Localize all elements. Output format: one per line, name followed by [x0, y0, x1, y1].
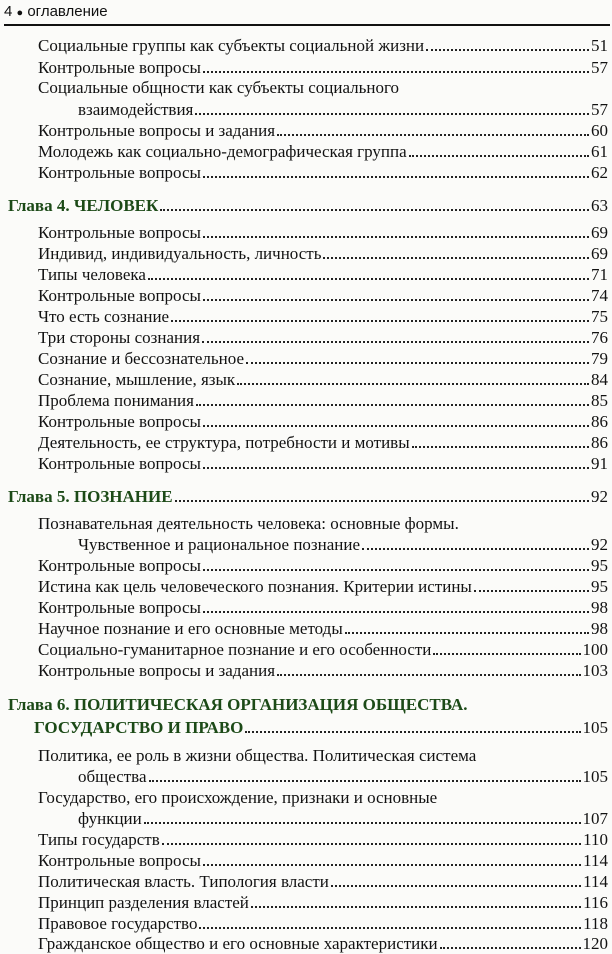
page-ref: 105 — [582, 718, 608, 737]
leader-dots — [203, 864, 581, 866]
entry-title: Сознание и бессознательное — [38, 349, 245, 368]
entry-title: Контрольные вопросы и задания — [38, 661, 276, 680]
entry-title: Правовое государство — [38, 914, 198, 933]
page-ref: 75 — [591, 307, 608, 326]
entry-title: Политическая власть. Типология власти — [38, 872, 329, 891]
entry-title: взаимодействия — [78, 100, 194, 119]
leader-dots — [277, 674, 580, 676]
leader-dots — [251, 906, 581, 908]
entry-title: Контрольные вопросы — [38, 163, 201, 182]
leader-dots — [203, 236, 589, 238]
entry-title: Политика, ее роль в жизни общества. Политическая система — [38, 746, 477, 765]
leader-dots — [409, 155, 589, 157]
running-header — [4, 2, 610, 26]
entry-title: Контрольные вопросы — [38, 598, 201, 617]
leader-dots — [345, 632, 589, 634]
entry-title: Проблема понимания — [38, 391, 194, 410]
leader-dots — [202, 341, 589, 343]
entry-title: Научное познание и его основные методы — [38, 619, 343, 638]
entry-title: Истина как цель человеческого познания. Критерии истины — [38, 577, 472, 596]
entry-title: Принцип разделения властей — [38, 893, 249, 912]
page-ref: 51 — [591, 36, 608, 55]
page-ref: 95 — [591, 556, 608, 575]
page-ref: 74 — [591, 286, 608, 305]
leader-dots — [433, 653, 580, 655]
chapter-title: Глава 5. ПОЗНАНИЕ — [8, 487, 173, 506]
page-ref: 69 — [591, 223, 608, 242]
entry-title: Контрольные вопросы — [38, 58, 201, 77]
entry-title: Контрольные вопросы и задания — [38, 121, 276, 140]
leader-dots — [203, 611, 589, 613]
page-ref: 107 — [582, 809, 608, 828]
entry-title: Деятельность, ее структура, потребности и мотивы — [38, 433, 410, 452]
leader-dots — [323, 257, 589, 259]
leader-dots — [144, 822, 581, 824]
page-ref: 92 — [591, 487, 608, 506]
leader-dots — [203, 425, 589, 427]
page-ref: 60 — [591, 121, 608, 140]
page-number: 4 — [4, 3, 13, 20]
leader-dots — [148, 278, 589, 280]
page-ref: 92 — [591, 535, 608, 554]
page-ref: 76 — [591, 328, 608, 347]
leader-dots — [203, 467, 589, 469]
leader-dots — [277, 134, 589, 136]
running-title: оглавление — [27, 3, 108, 20]
leader-dots — [199, 927, 581, 929]
entry-title: Индивид, индивидуальность, личность — [38, 244, 322, 263]
leader-dots — [162, 843, 581, 845]
chapter-title: Глава 4. ЧЕЛОВЕК — [8, 196, 159, 215]
page-ref: 114 — [583, 851, 608, 870]
entry-title: Что есть сознание — [38, 307, 170, 326]
page-ref: 118 — [583, 914, 608, 933]
leader-dots — [203, 71, 589, 73]
leader-dots — [149, 780, 581, 782]
page-ref: 86 — [591, 433, 608, 452]
leader-dots — [203, 176, 589, 178]
leader-dots — [362, 548, 589, 550]
page-ref: 86 — [591, 412, 608, 431]
entry-title: Социально-гуманитарное познание и его особенности — [38, 640, 432, 659]
page-ref: 114 — [583, 872, 608, 891]
entry-title: Типы государств — [38, 830, 160, 849]
page-ref: 105 — [582, 767, 608, 786]
entry-title: Контрольные вопросы — [38, 851, 201, 870]
leader-dots — [203, 569, 589, 571]
chapter-title: ГОСУДАРСТВО И ПРАВО — [34, 718, 244, 737]
leader-dots — [412, 446, 589, 448]
entry-title: общества — [78, 767, 147, 786]
leader-dots — [331, 885, 581, 887]
page-ref: 98 — [591, 619, 608, 638]
leader-dots — [440, 947, 581, 949]
entry-title: Молодежь как социально-демографическая группа — [38, 142, 407, 161]
entry-title: Контрольные вопросы — [38, 412, 201, 431]
leader-dots — [245, 731, 580, 733]
chapter-title: Глава 6. ПОЛИТИЧЕСКАЯ ОРГАНИЗАЦИЯ ОБЩЕСТВА. — [8, 695, 468, 714]
page-ref: 98 — [591, 598, 608, 617]
entry-title: Социальные общности как субъекты социального — [38, 78, 400, 97]
leader-dots — [195, 113, 589, 115]
entry-title: Сознание, мышление, язык — [38, 370, 236, 389]
page-ref: 100 — [582, 640, 608, 659]
page-ref: 57 — [591, 100, 608, 119]
leader-dots — [171, 320, 589, 322]
page-ref: 84 — [591, 370, 608, 389]
page-ref: 85 — [591, 391, 608, 410]
page-ref: 62 — [591, 163, 608, 182]
leader-dots — [175, 500, 589, 502]
entry-title: Государство, его происхождение, признаки и основные — [38, 788, 438, 807]
leader-dots — [203, 299, 589, 301]
page-ref: 57 — [591, 58, 608, 77]
page-ref: 103 — [582, 661, 608, 680]
page-ref: 116 — [583, 893, 608, 912]
entry-title: Социальные группы как субъекты социальной жизни — [38, 36, 425, 55]
entry-title: функции — [78, 809, 142, 828]
bullet-icon: ● — [16, 7, 24, 19]
entry-title: Три стороны сознания — [38, 328, 201, 347]
leader-dots — [426, 49, 589, 51]
page-ref: 69 — [591, 244, 608, 263]
entry-title: Чувственное и рациональное познание — [78, 535, 361, 554]
leader-dots — [237, 383, 589, 385]
entry-title: Контрольные вопросы — [38, 556, 201, 575]
page-ref: 61 — [591, 142, 608, 161]
entry-title: Контрольные вопросы — [38, 286, 201, 305]
entry-title: Контрольные вопросы — [38, 454, 201, 473]
page-ref: 120 — [582, 934, 608, 953]
entry-title: Контрольные вопросы — [38, 223, 201, 242]
leader-dots — [196, 404, 589, 406]
entry-title: Гражданское общество и его основные характеристики — [38, 934, 438, 953]
leader-dots — [474, 590, 589, 592]
entry-title: Познавательная деятельность человека: основные формы. — [38, 514, 459, 533]
leader-dots — [160, 209, 589, 211]
page-ref: 79 — [591, 349, 608, 368]
page-ref: 71 — [591, 265, 608, 284]
entry-title: Типы человека — [38, 265, 146, 284]
page-ref: 110 — [583, 830, 608, 849]
leader-dots — [246, 362, 589, 364]
page-ref: 95 — [591, 577, 608, 596]
page-ref: 91 — [591, 454, 608, 473]
page-ref: 63 — [591, 196, 608, 215]
